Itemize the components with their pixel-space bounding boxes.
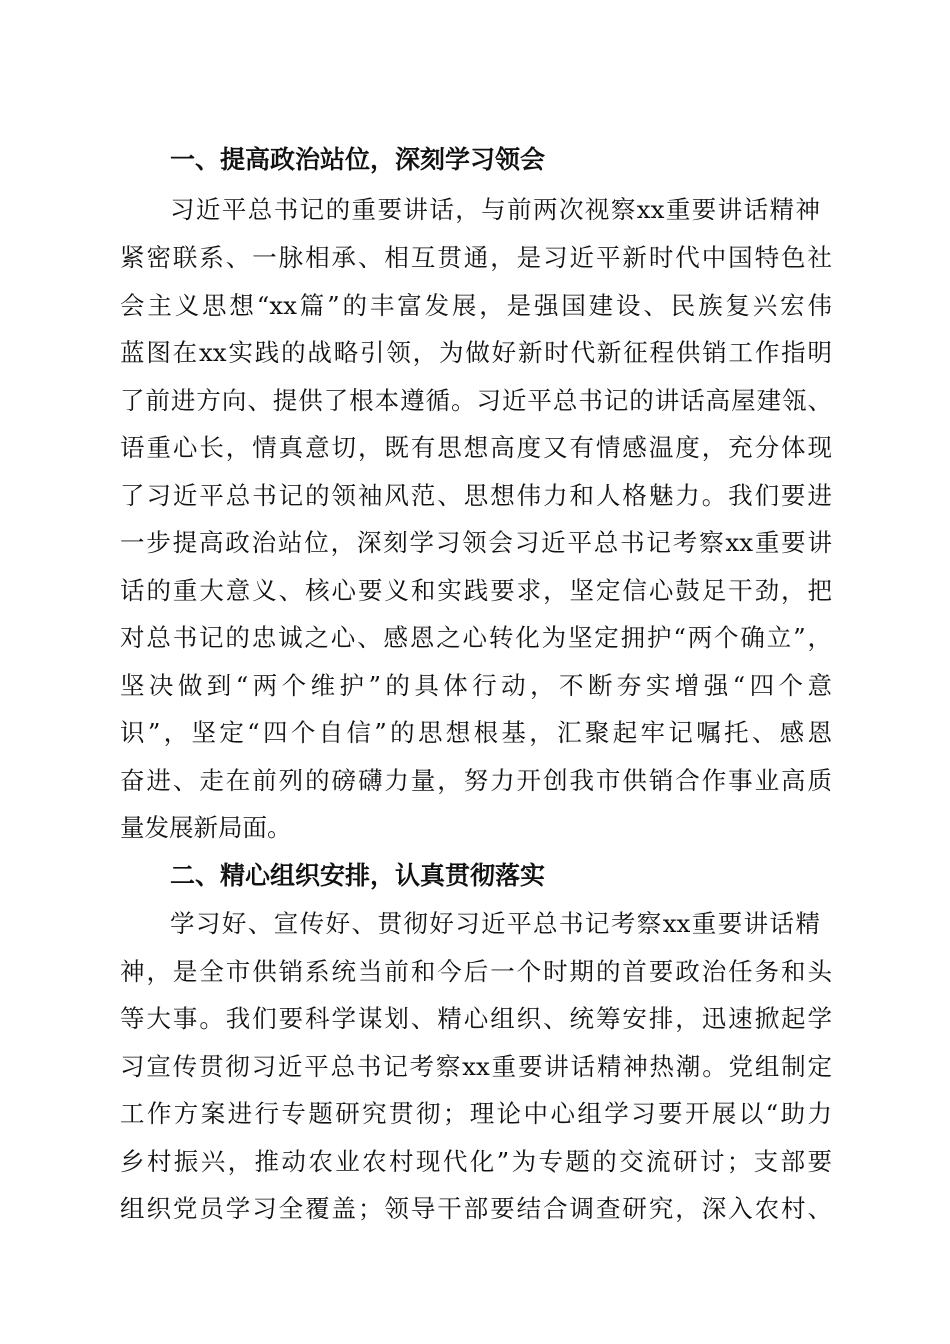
paragraph-line: 工作方案进行专题研究贯彻；理论中心组学习要开展以“助力	[120, 1099, 832, 1128]
paragraph-line: 对总书记的忠诚之心、感恩之心转化为坚定拥护“两个确立”，	[120, 623, 832, 652]
paragraph-line: 了习近平总书记的领袖风范、思想伟力和人格魅力。我们要进	[120, 481, 832, 510]
section-heading-1: 一、提高政治站位，深刻学习领会	[170, 145, 546, 174]
paragraph-line: 坚决做到“两个维护”的具体行动，不断夯实增强“四个意	[120, 671, 832, 700]
paragraph-line: 奋进、走在前列的磅礴力量，努力开创我市供销合作事业高质	[120, 766, 832, 795]
paragraph-line: 蓝图在xx实践的战略引领，为做好新时代新征程供销工作指明	[120, 338, 832, 367]
paragraph-line: 习宣传贯彻习近平总书记考察xx重要讲话精神热潮。党组制定	[120, 1052, 832, 1081]
paragraph-line: 一步提高政治站位，深刻学习领会习近平总书记考察xx重要讲	[120, 528, 832, 557]
paragraph-line: 了前进方向、提供了根本遵循。习近平总书记的讲话高屋建瓴、	[120, 386, 832, 415]
paragraph-line: 话的重大意义、核心要义和实践要求，坚定信心鼓足干劲，把	[120, 576, 832, 605]
paragraph-line: 组织党员学习全覆盖；领导干部要结合调查研究，深入农村、	[120, 1194, 832, 1223]
section-heading-2: 二、精心组织安排，认真贯彻落实	[170, 861, 546, 890]
paragraph-line: 学习好、宣传好、贯彻好习近平总书记考察xx重要讲话精	[170, 909, 820, 938]
paragraph-line: 神，是全市供销系统当前和今后一个时期的首要政治任务和头	[120, 957, 832, 986]
paragraph-line: 等大事。我们要科学谋划、精心组织、统筹安排，迅速掀起学	[120, 1004, 832, 1033]
paragraph-line: 习近平总书记的重要讲话，与前两次视察xx重要讲话精神	[170, 195, 820, 224]
paragraph-line: 量发展新局面。	[120, 813, 292, 842]
paragraph-line: 识”，坚定“四个自信”的思想根基，汇聚起牢记嘱托、感恩	[120, 718, 832, 747]
paragraph-line: 会主义思想“xx篇”的丰富发展，是强国建设、民族复兴宏伟	[120, 291, 832, 320]
paragraph-line: 紧密联系、一脉相承、相互贯通，是习近平新时代中国特色社	[120, 243, 832, 272]
paragraph-line: 乡村振兴，推动农业农村现代化”为专题的交流研讨；支部要	[120, 1147, 832, 1176]
paragraph-line: 语重心长，情真意切，既有思想高度又有情感温度，充分体现	[120, 433, 832, 462]
